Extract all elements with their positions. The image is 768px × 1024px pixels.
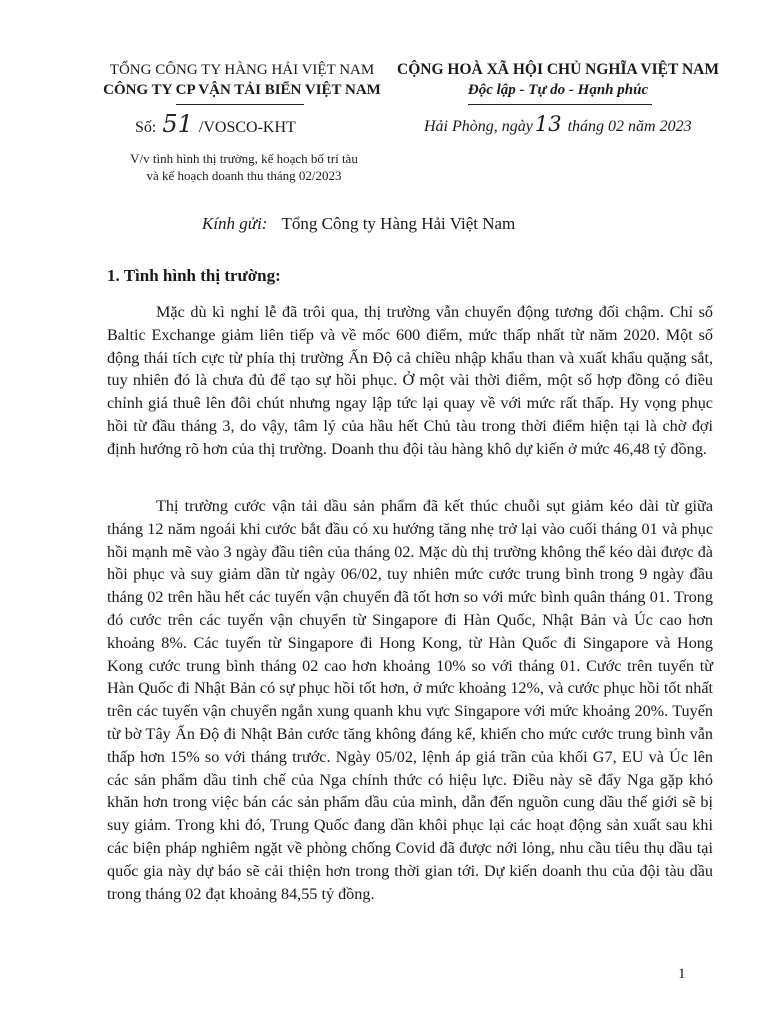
section-heading: 1. Tình hình thị trường:: [107, 266, 281, 285]
national-motto: Độc lập - Tự do - Hạnh phúc: [467, 82, 649, 98]
recipient-name: Tổng Công ty Hàng Hải Việt Nam: [281, 214, 516, 233]
motto-underline: [468, 104, 652, 105]
page-number: 1: [678, 966, 686, 982]
company-name: CÔNG TY CP VẬN TẢI BIỂN VIỆT NAM: [103, 82, 381, 98]
doc-number-suffix: /VOSCO-KHT: [198, 119, 296, 136]
place-date-before: Hải Phòng, ngày: [424, 118, 533, 135]
subject-block: [88, 150, 400, 184]
subject-line-1: V/v tình hình thị trường, kế hoạch bố trí tàu: [130, 151, 358, 166]
republic-title: CỘNG HOÀ XÃ HỘI CHỦ NGHĨA VIỆT NAM: [397, 61, 719, 78]
paragraph-dry-bulk-market: Mặc dù kì nghỉ lễ đã trôi qua, thị trường vẫn chuyển động tương đối chậm. Chỉ số Baltic Exchange giảm liên tiếp và về mốc 600 điểm, mức thấp nhất từ năm 2020. Một số động thái tích cực từ phía thị trường Ấn Độ cả chiều nhập khẩu than và xuất khẩu quặng sắt, tuy nhiên đó là chưa đủ để tạo sự hồi phục. Ở một vài thời điểm, một số hợp đồng có điều chỉnh giá thuê lên đôi chút nhưng ngay lập tức lại quay về với mức rất thấp. Hy vọng phục hồi từ đầu tháng 3, do vậy, tâm lý của hầu hết Chủ tàu trong thời điểm hiện tại là chờ đợi định hướng rõ hơn của thị trường. Doanh thu đội tàu hàng khô dự kiến ở mức 46,48 tỷ đồng.: [107, 303, 713, 458]
date-day-handwritten: 13: [534, 112, 562, 136]
organization-header: [92, 60, 392, 100]
doc-number-handwritten: 51: [162, 110, 193, 138]
place-date-after: tháng 02 năm 2023: [567, 118, 692, 135]
recipient-label: Kính gửi:: [202, 214, 268, 233]
doc-number-prefix: Số:: [135, 119, 157, 136]
subject-line-2: và kế hoạch doanh thu tháng 02/2023: [146, 168, 342, 183]
place-date: [424, 112, 692, 136]
paragraph-tanker-market: Thị trường cước vận tải dầu sản phẩm đã kết thúc chuỗi sụt giảm kéo dài từ giữa tháng 12 năm ngoái khi cước bắt đầu có xu hướng tăng nhẹ trở lại vào cuối tháng 01 và phục hồi mạnh mẽ vào 3 ngày đầu tiên của tháng 02. Mặc dù thị trường không thể kéo dài được đà hồi phục và suy giảm dần từ ngày 06/02, tuy nhiên mức cước trung bình trong 9 ngày đầu tháng 02 trên hầu hết các tuyến vận chuyển đã tốt hơn so với mức bình quân tháng 01. Trong đó cước trên các tuyến vận chuyển từ Singapore đi Hàn Quốc, Nhật Bản và Úc cao hơn khoảng 8%. Các tuyến từ Singapore đi Hong Kong, từ Hàn Quốc đi Singapore và Hong Kong cước trung bình tháng 02 cao hơn khoảng 10% so với tháng 01. Cước trên tuyến từ Hàn Quốc đi Nhật Bản có sự phục hồi tốt hơn, ở mức khoảng 12%, và cước phục hồi tốt nhất trên các tuyến vận chuyển ngắn xung quanh khu vực Singapore với mức khoảng 20%. Tuyến từ bờ Tây Ấn Độ đi Nhật Bản cước tăng không đáng kể, khiến cho mức cước trung bình vẫn thấp hơn 15% so với tháng trước. Ngày 05/02, lệnh áp giá trần của khối G7, EU và Úc lên các sản phẩm dầu tinh chế của Nga chính thức có hiệu lực. Điều này sẽ đẩy Nga gặp khó khăn hơn trong việc bán các sản phẩm dầu của mình, dẫn đến nguồn cung dầu thế giới sẽ bị suy giảm. Trong khi đó, Trung Quốc đang dần khôi phục lại các hoạt động sản xuất sau khi các biện pháp nghiêm ngặt về phòng chống Covid đã được nới lỏng, nhu cầu tiêu thụ dầu tại quốc gia này dự báo sẽ cải thiện hơn trong thời gian tới. Dự kiến doanh thu của đội tàu dầu trong tháng 02 đạt khoảng 84,55 tỷ đồng.: [107, 497, 713, 903]
document-number: [135, 110, 296, 138]
parent-organization: TỔNG CÔNG TY HÀNG HẢI VIỆT NAM: [109, 62, 375, 78]
recipient-line: [202, 214, 515, 234]
company-underline: [176, 104, 304, 105]
national-header: [388, 60, 728, 100]
